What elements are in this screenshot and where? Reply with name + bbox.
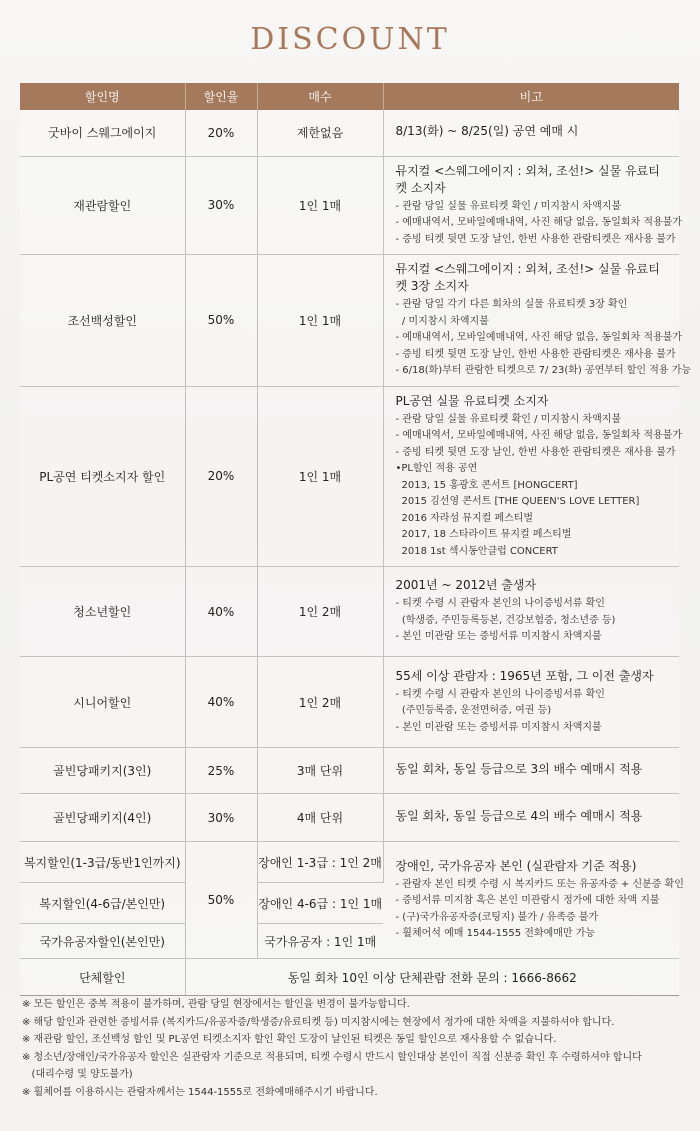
discount-count: 장애인 1-3급 : 1인 2매 [257,842,383,883]
pl-show-item: 2018 1st 섹시동안클럽 CONCERT [401,545,558,557]
discount-note [383,156,683,255]
discount-count: 1인 2매 [257,567,383,657]
note-title: 뮤지컬 <스웨그에이지 : 외쳐, 조선!> 실물 유료티켓 소지자 [395,163,660,195]
table-row [20,110,679,156]
note-line: - 관람자 본인 티켓 수령 시 복지카드 또는 유공자증 + 신분증 확인 [395,878,684,890]
discount-note [383,386,683,567]
discount-name: 청소년할인 [20,567,185,657]
discount-name: 복지할인(4-6급/본인만) [20,883,185,924]
discount-note [383,567,679,657]
note-line: - 티켓 수령 시 관람자 본인의 나이증빙서류 확인 [395,688,605,700]
note-line: - 관람 당일 실물 유료티켓 확인 / 미지참시 차액지불 [395,413,622,425]
discount-count: 국가유공자 : 1인 1매 [257,924,383,959]
discount-note [383,255,692,387]
discount-table [20,83,692,996]
header-note: 비고 [383,83,679,110]
discount-rate: 20% [185,386,257,567]
discount-rate: 25% [185,748,257,794]
pl-show-item: 2013, 15 홍광호 콘서트 [HONGCERT] [401,479,578,491]
discount-count: 1인 1매 [257,255,383,387]
note-line: •PL할인 적용 공연 [395,463,478,474]
header-count: 매수 [257,83,383,110]
note-line: - 6/18(화)부터 관람한 티켓으로 7/ 23(화) 공연부터 할인 적용 가능 [395,365,692,376]
footer-note: ※ 휠체어를 이용하시는 관람자께서는 1544-1555로 전화예매해주시기 바랍니다. [22,1086,378,1098]
note-line: - 예매내역서, 모바일예매내역, 사진 해당 없음, 동일회차 적용불가 [395,430,683,441]
discount-name: 조선백성할인 [20,255,185,387]
table-row [20,959,679,996]
note-line: - 관람 당일 실물 유료티켓 확인 / 미지참시 차액지불 [395,200,622,212]
note-line: - 관람 당일 각기 다른 회차의 실물 유료티켓 3장 확인 [395,299,628,310]
table-row [20,255,679,387]
discount-rate: 50% [185,842,257,959]
note-title: 55세 이상 관람자 : 1965년 포함, 그 이전 출생자 [395,668,654,683]
note-title: 동일 회차, 동일 등급으로 4의 배수 예매시 적용 [395,809,643,823]
note-title: 뮤지컬 <스웨그에이지 : 외쳐, 조선!> 실물 유료티켓 3장 소지자 [395,262,660,293]
discount-name: PL공연 티켓소지자 할인 [20,386,185,567]
discount-note [383,794,679,842]
pl-show-item: 2016 자라섬 뮤지컬 페스티벌 [401,512,534,524]
note-line: - 증빙 티켓 뒷면 도장 날인, 한번 사용한 관람티켓은 재사용 불가 [395,233,676,245]
table-row [20,794,679,842]
discount-rate: 30% [185,794,257,842]
header-name: 할인명 [20,83,185,110]
table-row [20,748,679,794]
header-rate: 할인율 [185,83,257,110]
discount-count: 4매 단위 [257,794,383,842]
pl-show-item: 2017, 18 스타라이트 뮤지컬 페스티벌 [401,529,572,540]
discount-note: 동일 회차 10인 이상 단체관람 전화 문의 : 1666-8662 [185,959,679,996]
discount-note [383,842,684,959]
discount-name: 복지할인(1-3급/동반1인까지) [20,842,185,883]
note-line: / 미지참시 차액지불 [395,315,489,327]
discount-rate: 50% [185,255,257,387]
discount-name: 시니어할인 [20,657,185,748]
note-line: - 증빙 티켓 뒷면 도장 날인, 한번 사용한 관람티켓은 재사용 불가 [395,348,676,360]
note-title: 동일 회차, 동일 등급으로 3의 배수 예매시 적용 [395,762,643,776]
note-title: PL공연 실물 유료티켓 소지자 [395,393,549,408]
note-line: (학생증, 주민등록등본, 건강보험증, 청소년증 등) [395,614,616,626]
footer-notes [22,996,682,1101]
footer-note: ※ 재관람 할인, 조선백성 할인 및 PL공연 티켓소지자 할인 확인 도장이 날인된 티켓은 동일 할인으로 재사용할 수 없습니다. [22,1034,557,1045]
discount-name: 단체할인 [20,959,185,996]
note-line: - 예매내역서, 모바일예매내역, 사진 해당 없음, 동일회차 적용불가 [395,332,683,343]
discount-name: 골빈당패키지(3인) [20,748,185,794]
table-row [20,567,679,657]
table-header [20,83,679,110]
note-title: 8/13(화) ~ 8/25(일) 공연 예매 시 [395,124,579,139]
page-title: DISCOUNT [250,22,450,57]
discount-note [383,110,679,156]
note-line: - (구)국가유공자증(코팅지) 불가 / 유족증 불가 [395,911,599,923]
note-line: - 휠체어석 예매 1544-1555 전화예매만 가능 [395,928,596,939]
discount-name: 골빈당패키지(4인) [20,794,185,842]
note-line: - 증빙서류 미지참 혹은 본인 미관람시 정가에 대한 차액 지불 [395,895,660,906]
table-row [20,156,679,255]
note-line: - 본인 미관람 또는 증빙서류 미지참시 차액지불 [395,721,602,733]
discount-name: 국가유공자할인(본인만) [20,924,185,959]
note-title: 2001년 ~ 2012년 출생자 [395,578,537,593]
table-row [20,657,679,748]
discount-name: 굿바이 스웨그에이지 [20,110,185,156]
footer-note: ※ 해당 할인과 관련한 증빙서류 (복지카드/유공자증/학생증/유료티켓 등) 미지참시에는 현장에서 정가에 대한 차액을 지불하셔야 합니다. [22,1016,615,1028]
discount-rate: 20% [185,110,257,156]
note-line: (주민등록증, 운전면허증, 여권 등) [395,705,552,717]
pl-show-item: 2015 김선영 콘서트 [THE QUEEN'S LOVE LETTER] [401,496,640,507]
note-line: - 티켓 수령 시 관람자 본인의 나이증빙서류 확인 [395,598,605,610]
note-title: 장애인, 국가유공자 본인 (실관람자 기준 적용) [395,858,637,873]
discount-count: 1인 1매 [257,386,383,567]
note-line: - 증빙 티켓 뒷면 도장 날인, 한번 사용한 관람티켓은 재사용 불가 [395,446,676,458]
footer-note: ※ 청소년/장애인/국가유공자 할인은 실관람자 기준으로 적용되며, 티켓 수령시 반드시 할인대상 본인이 직접 신분증 확인 후 수령하셔야 합니다 [22,1051,642,1063]
note-line: - 본인 미관람 또는 증빙서류 미지참시 차액지불 [395,631,602,643]
footer-note: (대리수령 및 양도불가) [22,1069,133,1080]
discount-count: 1인 2매 [257,657,383,748]
discount-count: 3매 단위 [257,748,383,794]
discount-count: 장애인 4-6급 : 1인 1매 [257,883,383,924]
discount-rate: 40% [185,657,257,748]
footer-note: ※ 모든 할인은 중복 적용이 불가하며, 관람 당일 현장에서는 할인을 변경이 불가능합니다. [22,999,410,1010]
discount-name: 재관람할인 [20,156,185,255]
table-row [20,842,679,883]
table-row [20,386,679,567]
note-line: - 예매내역서, 모바일예매내역, 사진 해당 없음, 동일회차 적용불가 [395,217,683,228]
discount-count: 1인 1매 [257,156,383,255]
discount-rate: 40% [185,567,257,657]
discount-count: 제한없음 [257,110,383,156]
discount-rate: 30% [185,156,257,255]
discount-note [383,657,679,748]
discount-note [383,748,679,794]
